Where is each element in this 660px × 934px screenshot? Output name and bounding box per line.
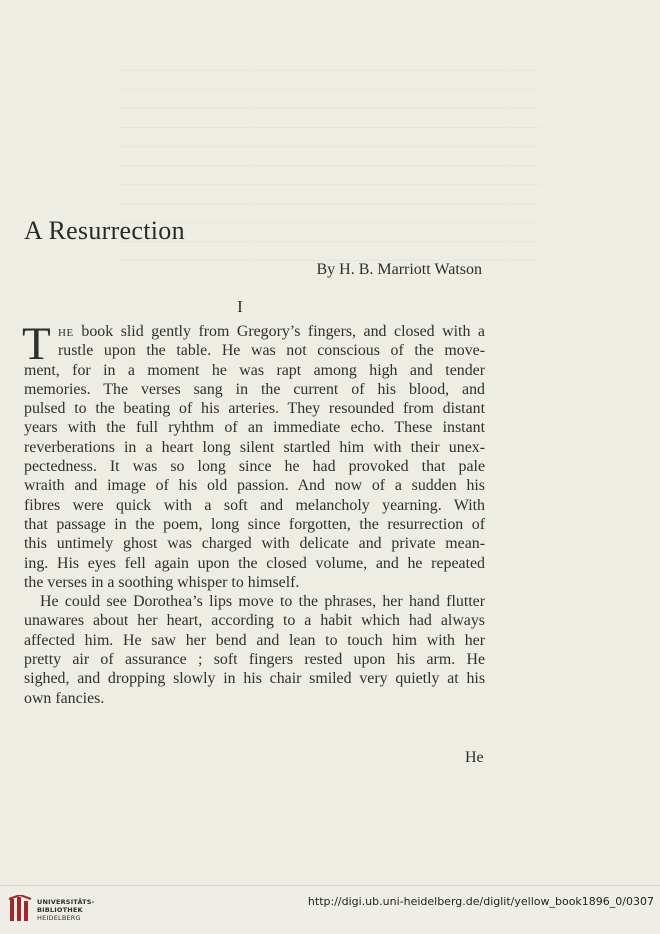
catchword: He: [465, 749, 484, 766]
text-line: sighed, and dropping slowly in his chair smiled very quietly at his: [24, 670, 485, 688]
text-line: this untimely ghost was charged with delicate and private mean-: [24, 535, 485, 553]
section-numeral: I: [237, 297, 243, 316]
library-name-line1: UNIVERSITÄTS-: [37, 898, 95, 906]
small-caps-word: HE: [58, 327, 74, 339]
text-line: He could see Dorothea’s lips move to the phrases, her hand flutter: [40, 593, 485, 611]
text-line: wraith and image of his old passion. And now of a sudden his: [24, 477, 485, 495]
text-line-body: book slid gently from Gregory’s fingers, and closed with a: [73, 323, 485, 340]
text-line: reverberations in a heart long silent startled him with their unex-: [24, 438, 485, 456]
text-line: memories. The verses sang in the current of his blood, and: [24, 380, 485, 398]
text-line: that passage in the poem, long since forgotten, the resurrection of: [24, 515, 485, 533]
text-line: affected him. He saw her bend and lean to touch him with her: [24, 631, 485, 649]
text-line: fibres were quick with a soft and melancholy yearning. With: [24, 496, 485, 514]
text-line: pulsed to the beating of his arteries. They resounded from distant: [24, 400, 485, 418]
library-name-line2: BIBLIOTHEK: [37, 906, 83, 914]
body-text: [22, 318, 485, 708]
text-line: [24, 322, 485, 341]
author-byline: By H. B. Marriott Watson: [316, 261, 482, 278]
library-name: [37, 898, 95, 922]
text-line: years with the full ryhthm of an immediate echo. These instant: [24, 419, 485, 437]
drop-cap: T: [22, 318, 51, 370]
library-name-line3: HEIDELBERG: [37, 914, 81, 922]
paragraph-1: [22, 318, 485, 592]
text-line: pretty air of assurance ; soft fingers rested upon his arm. He: [24, 651, 485, 669]
text-line: rustle upon the table. He was not conscious of the move-: [58, 342, 485, 360]
text-line: own fancies.: [24, 689, 105, 707]
text-line: unawares about her heart, according to a habit which had always: [24, 612, 485, 630]
university-library-logo-icon: [8, 895, 32, 923]
source-url-link[interactable]: http://digi.ub.uni-heidelberg.de/diglit/yellow_book1896_0/0307: [307, 895, 654, 908]
footer-bar: [0, 885, 660, 934]
text-line: ment, for in a moment he was rapt among high and tender: [24, 361, 485, 379]
text-line: the verses in a soothing whisper to himself.: [24, 573, 300, 591]
paragraph-2: [24, 592, 485, 708]
story-title: A Resurrection: [24, 216, 185, 245]
text-line: pectedness. It was so long since he had provoked that pale: [24, 458, 485, 476]
text-line: ing. His eyes fell again upon the closed volume, and he repeated: [24, 554, 485, 572]
